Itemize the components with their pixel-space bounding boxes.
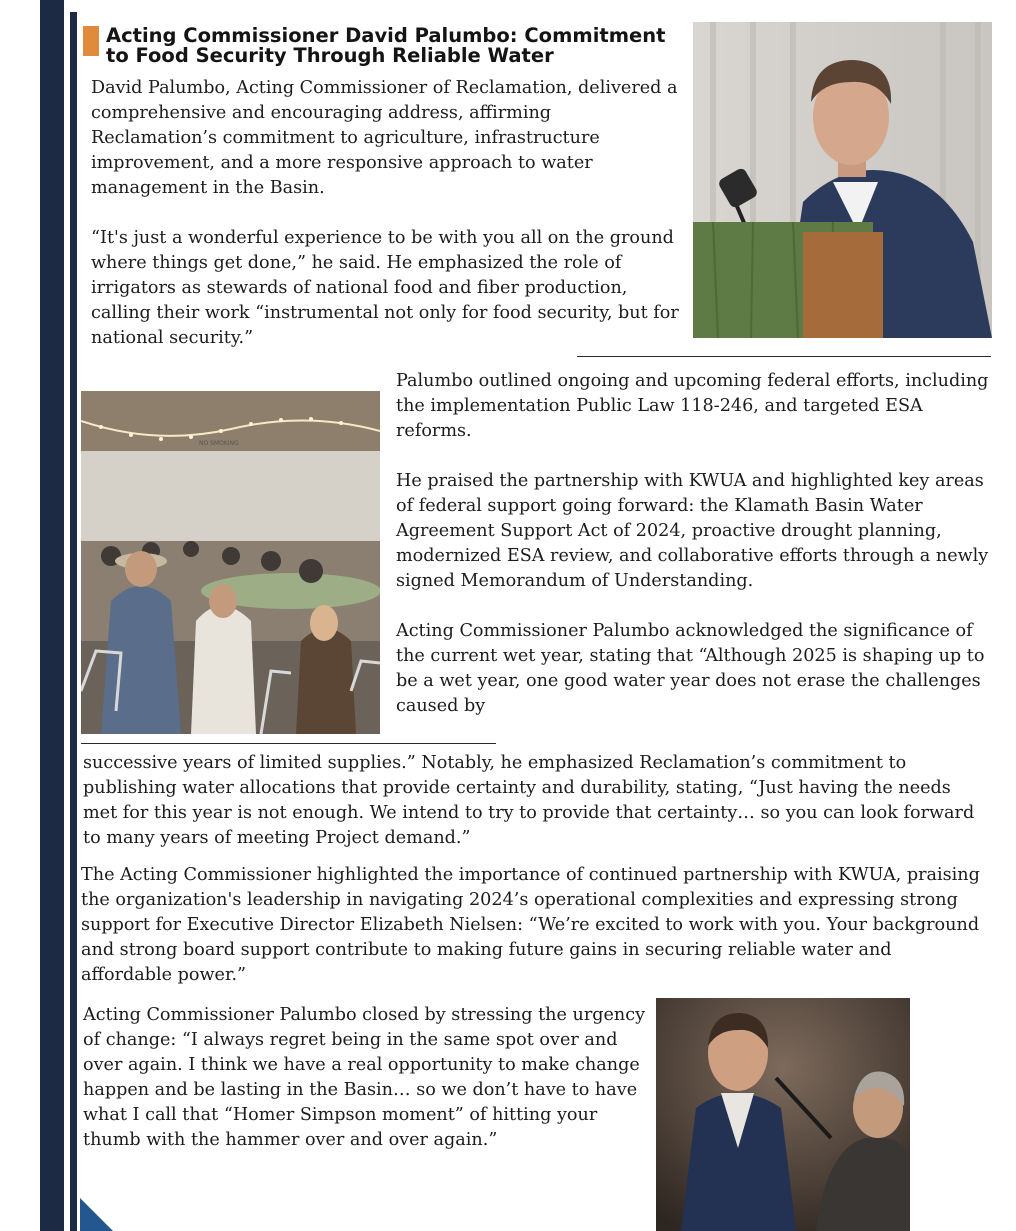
no-smoking-sign: NO SMOKING (199, 440, 239, 447)
paragraph-allocations: successive years of limited supplies.” Notably, he emphasized Reclamation’s commitment to publishing water allocations that provide certainty and durability, stating, “Just having the needs met for this year is not enough. We intend to try to provide that certainty… so you can look forward to many years of meeting Project demand.” (83, 753, 975, 848)
paragraph-partnership: He praised the partnership with KWUA and highlighted key areas of federal support going forward: the Klamath Basin Water Agreement Support Act of 2024, proactive drought planning, modernized ESA review, and collaborative efforts through a newly signed Memorandum of Understanding. (396, 471, 989, 591)
article-title: Acting Commissioner David Palumbo: Commitment to Food Security Through Reliable Water (106, 24, 666, 67)
paragraph-intro: David Palumbo, Acting Commissioner of Reclamation, delivered a comprehensive and encouraging address, affirming Reclamation’s commitment to agriculture, infrastructure improvement, and a more responsive approach to water management in the Basin. (91, 78, 678, 198)
corner-triangle (80, 1198, 113, 1231)
speaker-closing-photo (656, 998, 910, 1231)
divider-line (81, 743, 496, 744)
left-accent-bar (40, 0, 64, 1231)
paragraph-quote: “It's just a wonderful experience to be with you all on the ground where things get done,” he said. He emphasized the role of irrigators as stewards of national food and fiber production, calling their work “instrumental not only for food security, but for national security.” (91, 228, 679, 348)
audience-applause-photo (81, 391, 380, 734)
paragraph-closing: Acting Commissioner Palumbo closed by stressing the urgency of change: “I always regret being in the same spot over and over again. I think we have a real opportunity to make change happen and be lasting in the Basin… so we don’t have to have what I call that “Homer Simpson moment” of hitting your thumb with the hammer over and over again.” (83, 1005, 646, 1150)
paragraph-federal-efforts: Palumbo outlined ongoing and upcoming federal efforts, including the implementation Public Law 118-246, and targeted ESA reforms. (396, 371, 989, 441)
speaker-podium-photo (693, 22, 992, 338)
title-accent-mark (83, 26, 99, 56)
paragraph-wet-year: Acting Commissioner Palumbo acknowledged the significance of the current wet year, stating that “Although 2025 is shaping up to be a wet year, one good water year does not erase the challenges caused by (396, 621, 985, 716)
paragraph-kwua: The Acting Commissioner highlighted the importance of continued partnership with KWUA, praising the organization's leadership in navigating 2024’s operational complexities and expressing strong support for Executive Director Elizabeth Nielsen: “We’re excited to work with you. Your background and strong board support contribute to making future gains in securing reliable water and affordable power.” (81, 865, 980, 985)
divider-line (577, 356, 991, 357)
left-accent-stripe (70, 12, 77, 1231)
